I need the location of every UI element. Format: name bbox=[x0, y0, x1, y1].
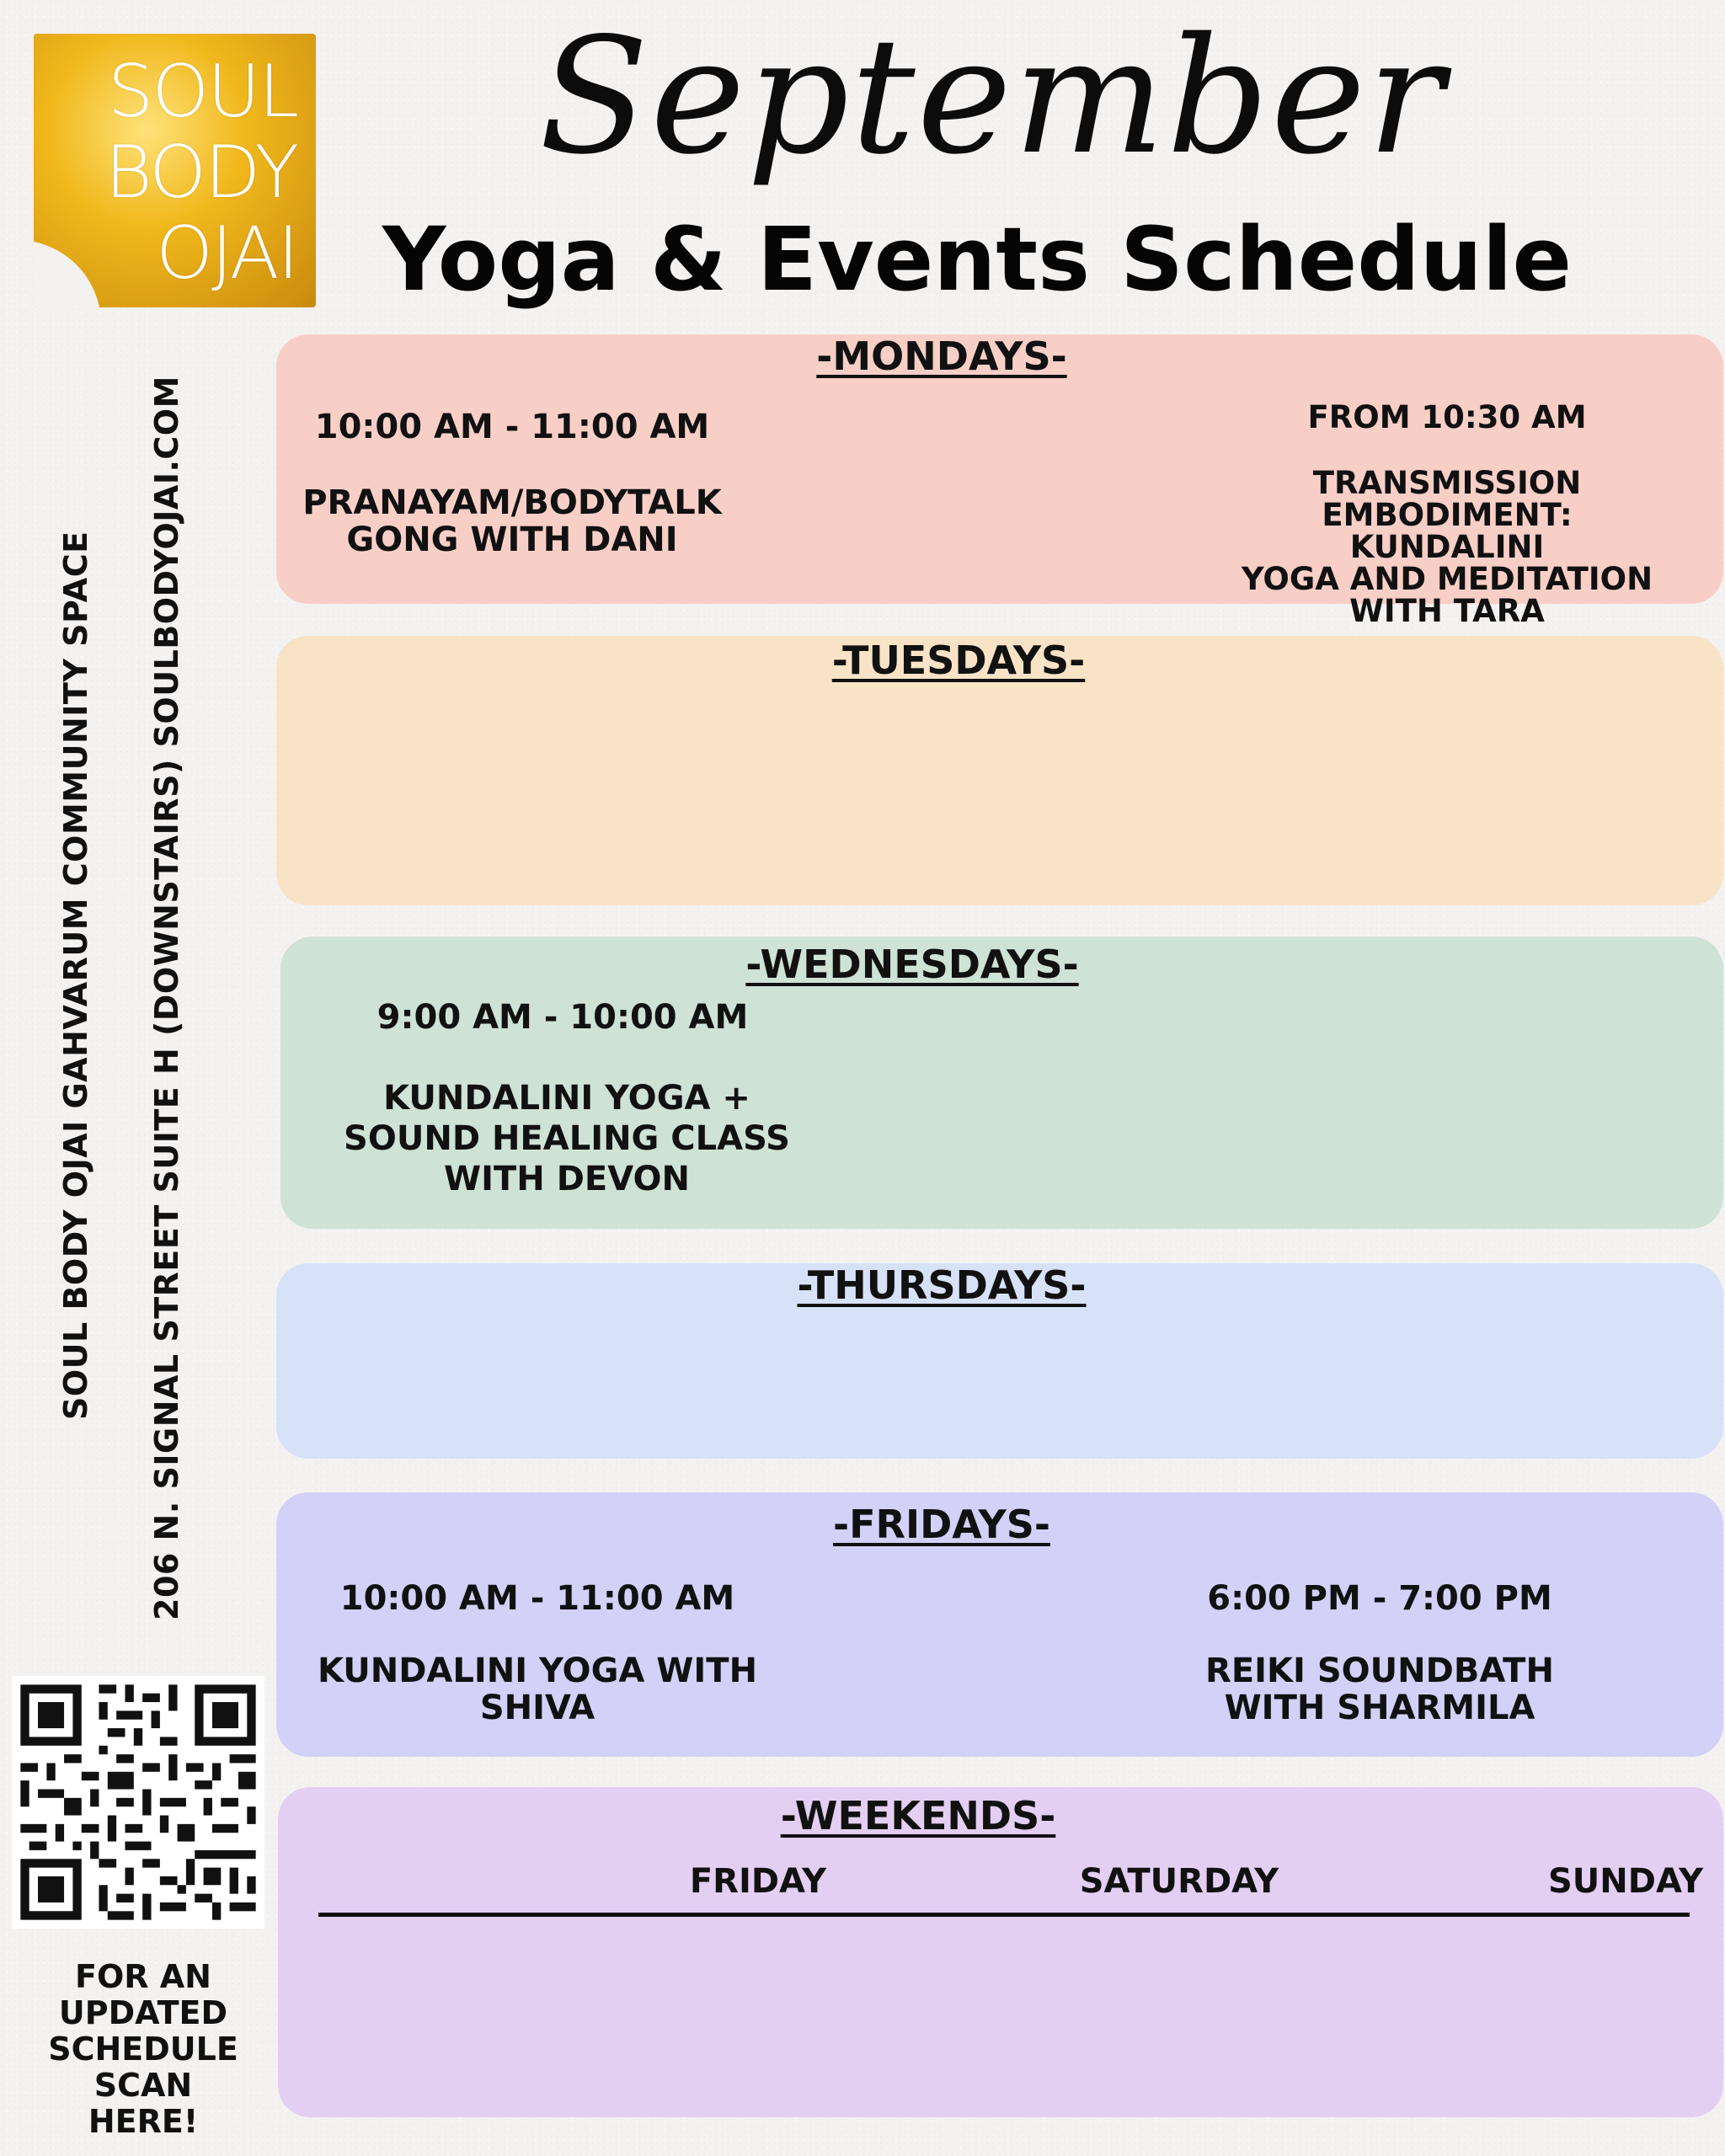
wednesday-class-time: 9:00 AM - 10:00 AM bbox=[377, 998, 749, 1037]
weekend-column-friday: FRIDAY bbox=[689, 1862, 827, 1901]
thursdays-panel bbox=[276, 1263, 1723, 1459]
event-line: YOGA AND MEDITATION bbox=[1241, 561, 1653, 597]
qr-caption-line: FOR AN bbox=[75, 1958, 211, 1995]
community-space-name: SOUL BODY OJAI GAHVARUM COMMUNITY SPACE bbox=[57, 531, 94, 1420]
logo-text-body: BODY bbox=[104, 131, 297, 215]
logo-text-soul: SOUL bbox=[107, 50, 297, 134]
monday-class-1-title bbox=[293, 484, 731, 558]
wednesday-class-title bbox=[314, 1078, 820, 1199]
logo-text-ojai: OJAI bbox=[156, 211, 297, 296]
weekends-heading: -WEEKENDS- bbox=[780, 1793, 1056, 1838]
event-line: GONG WITH DANI bbox=[346, 520, 678, 559]
wednesdays-panel bbox=[280, 937, 1723, 1229]
event-line: SOUND HEALING CLASS bbox=[344, 1119, 790, 1158]
event-line: SHIVA bbox=[479, 1689, 595, 1727]
event-line: EMBODIMENT: KUNDALINI bbox=[1322, 497, 1573, 565]
weekend-divider bbox=[318, 1913, 1690, 1917]
qr-code-icon bbox=[12, 1676, 264, 1929]
event-line: TRANSMISSION bbox=[1312, 465, 1582, 501]
weekend-column-sunday: SUNDAY bbox=[1547, 1862, 1704, 1901]
fridays-panel bbox=[276, 1492, 1723, 1757]
qr-caption bbox=[25, 1959, 261, 2140]
address-and-website: 206 N. SIGNAL STREET SUITE H (DOWNSTAIRS) SOULBODYOJAI.COM bbox=[148, 376, 185, 1620]
event-line: KUNDALINI YOGA WITH bbox=[317, 1652, 758, 1690]
monday-class-2-time: FROM 10:30 AM bbox=[1307, 399, 1587, 435]
monday-class-1-time: 10:00 AM - 11:00 AM bbox=[314, 408, 710, 446]
qr-caption-line: UPDATED bbox=[58, 1994, 228, 2031]
logo bbox=[34, 34, 316, 307]
weekend-column-saturday: SATURDAY bbox=[1079, 1862, 1279, 1901]
tuesdays-panel bbox=[276, 636, 1723, 905]
month-title: September bbox=[539, 3, 1446, 189]
tuesdays-heading: -TUESDAYS- bbox=[831, 638, 1086, 683]
friday-class-1-time: 10:00 AM - 11:00 AM bbox=[339, 1579, 735, 1618]
qr-code[interactable] bbox=[12, 1676, 264, 1929]
event-line: PRANAYAM/BODYTALK bbox=[302, 483, 722, 522]
mondays-panel bbox=[276, 334, 1723, 629]
mondays-heading: -MONDAYS- bbox=[816, 334, 1067, 379]
friday-class-1-title bbox=[310, 1652, 765, 1726]
qr-caption-line: SCHEDULE bbox=[48, 2031, 238, 2068]
event-line: WITH TARA bbox=[1349, 593, 1545, 629]
event-line: REIKI SOUNDBATH bbox=[1205, 1652, 1554, 1690]
weekends-panel bbox=[278, 1787, 1723, 2117]
wednesdays-heading: -WEDNESDAYS- bbox=[745, 942, 1079, 987]
fridays-heading: -FRIDAYS- bbox=[833, 1502, 1050, 1547]
schedule-title: Yoga & Events Schedule bbox=[382, 208, 1572, 311]
qr-caption-line: HERE! bbox=[88, 2103, 199, 2140]
friday-class-2-title bbox=[1186, 1652, 1573, 1726]
event-line: WITH SHARMILA bbox=[1224, 1689, 1535, 1727]
qr-caption-line: SCAN bbox=[93, 2067, 193, 2104]
event-line: KUNDALINI YOGA + bbox=[383, 1079, 750, 1118]
friday-class-2-time: 6:00 PM - 7:00 PM bbox=[1207, 1579, 1552, 1618]
event-line: WITH DEVON bbox=[444, 1160, 690, 1198]
thursdays-heading: -THURSDAYS- bbox=[797, 1262, 1087, 1308]
monday-class-2-title bbox=[1228, 467, 1666, 627]
